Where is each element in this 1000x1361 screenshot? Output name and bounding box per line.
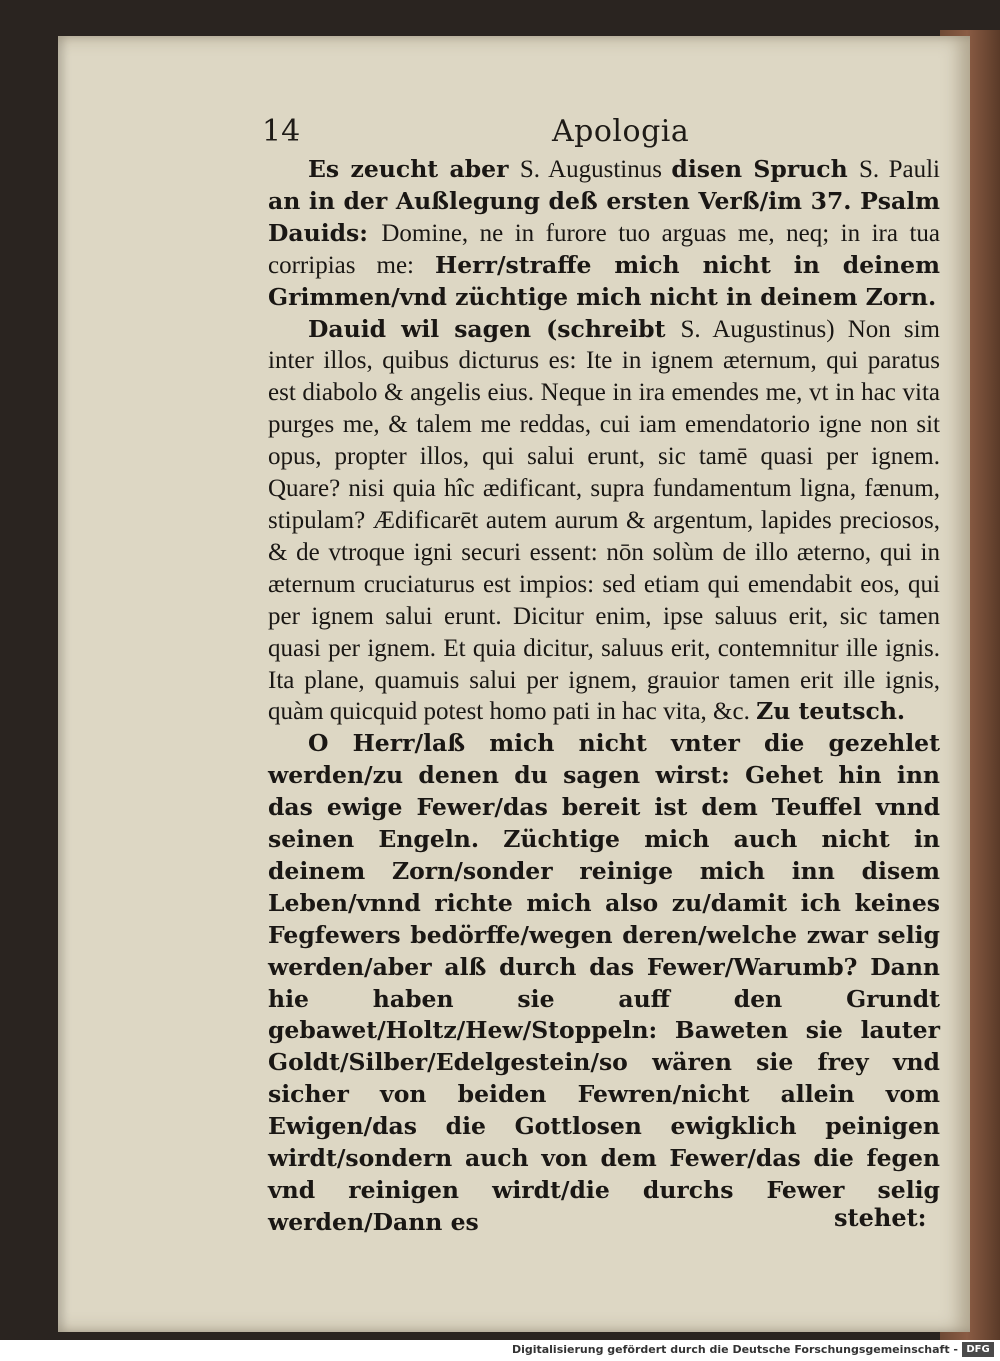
dfg-logo: DFG xyxy=(962,1342,994,1357)
digitization-credit: Digitalisierung gefördert durch die Deutsche Forschungsgemeinschaft - xyxy=(511,1343,958,1356)
text-segment: Dauid wil sagen (schreibt xyxy=(308,314,681,343)
paragraph-1 xyxy=(268,154,940,314)
text-segment: S. Augustinus) Non sim inter illos, quibus dicturus es: Ite in ignem æternum, qui paratus est diabolo & angelis eius. Neque in ira emendes me, vt in hac vita purges me, & talem me reddas, cui iam emendatorio igne non sit opus, propter illos, qui salui erunt, sic tamē quasi per ignem. Quare? nisi quia hîc ædificant, supra fundamentum ligna, fænum, stipulam? Ædificarēt autem aurum & argentum, lapides preciosos, & de vtroque igni securi essent: nōn solùm de illo æterno, qui in æternum cruciaturus est impios: sed etiam qui emendabit eos, qui per ignem salui erunt. Dicitur enim, ipse saluus erit, sic tamen quasi per ignem. Et quia dicitur, saluus erit, contemnitur ille ignis. Ita plane, quamuis salui per ignem, grauior tamen erit ille ignis, quàm quicquid potest homo pati in hac vita, &c. xyxy=(268,315,940,726)
body-text xyxy=(268,154,940,1239)
page-header xyxy=(262,112,690,152)
text-segment: O Herr/laß mich nicht vnter die gezehlet werden/zu denen du sagen wirst: Gehet hin inn das ewige Fewer/das bereit ist dem Teuffel vnnd seinen Engeln. Züchtige mich auch nicht in deinem Zorn/sonder reinige mich inn disem Leben/vnnd richte mich also zu/damit ich keines Fegfewers bedörffe/wegen deren/welche zwar selig werden/aber alß durch das Fewer/Warumb? Dann hie haben sie auff den Grundt gebawet/Holtz/Hew/Stoppeln: Baweten sie lauter Goldt/Silber/Edelgestein/so wären sie frey vnd sicher von beiden Fewren/nicht allein vom Ewigen/das die Gottlosen ewigklich peinigen wirdt/sondern auch von dem Fewer/das die fegen vnd reinigen wirdt/die durchs Fewer selig werden/Dann es xyxy=(268,729,940,1236)
running-title: Apologia xyxy=(552,114,690,149)
text-segment: S. Augustinus xyxy=(519,156,672,183)
text-segment: Es zeucht aber xyxy=(308,155,520,183)
text-segment: Domine, ne in furore tuo arguas me, neq; in ira tua corripias me: xyxy=(268,219,940,279)
page-number: 14 xyxy=(262,114,301,149)
catchword: stehet: xyxy=(834,1203,927,1232)
text-segment: Herr/straffe mich nicht in deinem Grimmen/vnd züchtige mich nicht in deinem Zorn. xyxy=(268,250,941,311)
paragraph-3 xyxy=(268,728,940,1239)
text-segment: disen Spruch xyxy=(671,155,860,183)
paragraph-2 xyxy=(268,314,940,729)
text-segment: Zu teutsch. xyxy=(756,697,906,726)
text-segment: S. Pauli xyxy=(859,156,941,183)
text-segment: an in der Außlegung deß ersten Verß/im 37. Psalm Dauids: xyxy=(268,186,940,247)
